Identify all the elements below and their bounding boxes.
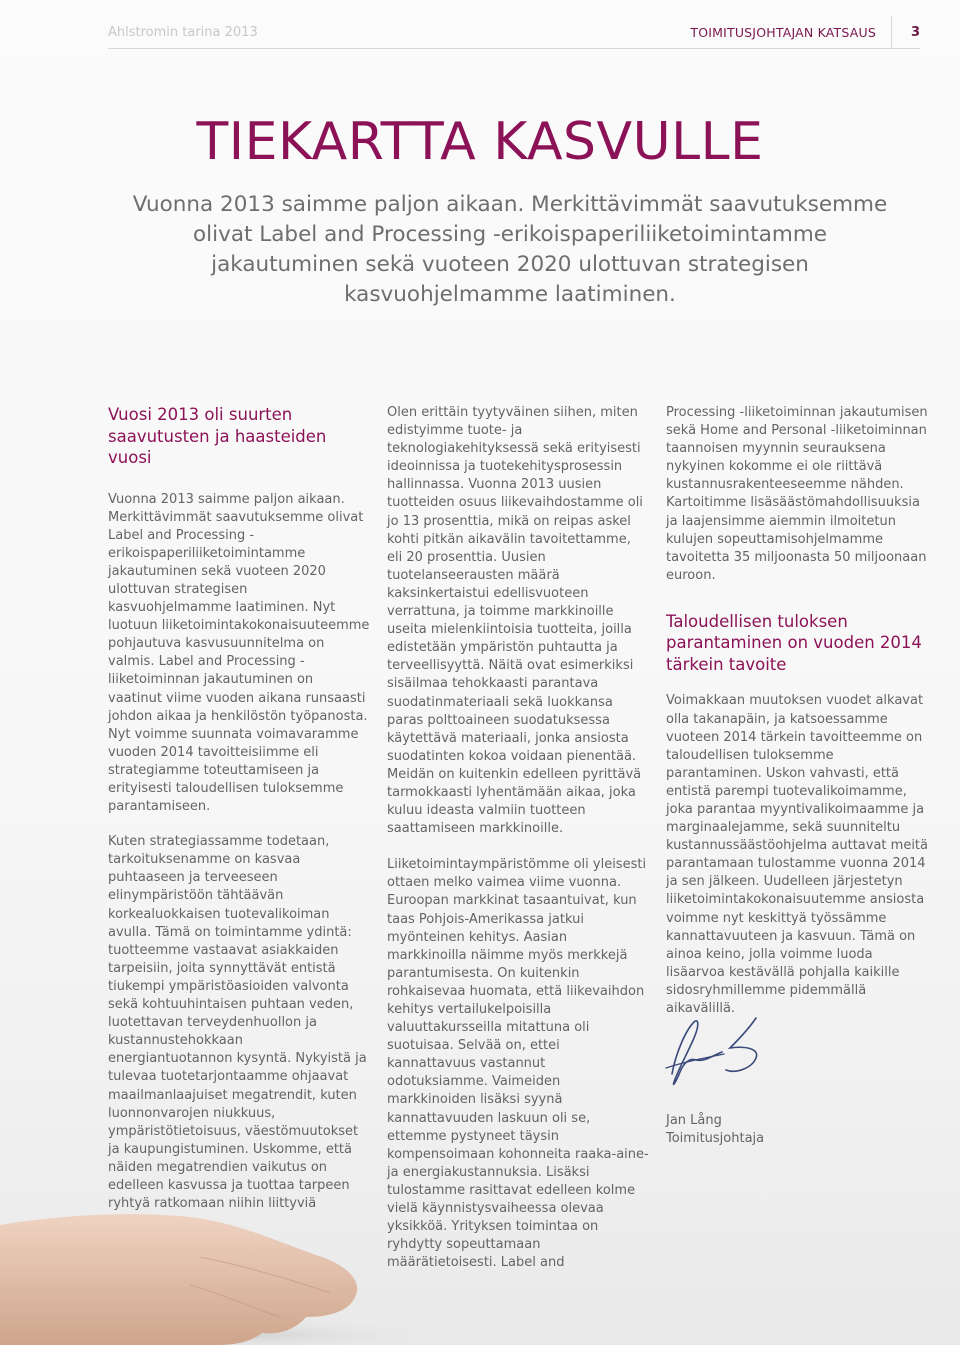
body-paragraph: Olen erittäin tyytyväinen siihen, miten edistyimme tuote- ja teknologiakehityksessä sekä erityisesti ideoinnissa ja tuotekehitysprosessin hallinnassa. Vuonna 2013 uusien tuotteiden osuus liikevaihdostamme oli jo 13 prosenttia, mikä on reipas askel kohti pitkän aikavälin tavoitettamme, eli 20 prosenttia. Uusien tuotelanseerausten määrä kaksinkertaistui edellisvuoteen verrattuna, ja toimme markkinoille useita mielenkiintoisia tuotteita, joilla edistetään ympäristön puhtautta ja terveellisyyttä. Näitä ovat esimerkiksi sisäilmaa tehokkaasti parantava suodatinmateriaali sekä luokkansa paras polttoaineen suodatuksessa käytettävä materiaali, jonka ansiosta suodatinten kokoa voidaan pienentää. Meidän on kuitenkin edelleen pyrittävä tarmokkaasti lyhentämään aikaa, joka kuluu ideasta valmiin tuotteen saattamiseen markkinoille. xyxy=(387,405,643,837)
signer-name: Jan Lång xyxy=(666,1113,722,1128)
body-paragraph: Kuten strategiassamme todetaan, tarkoituksenamme on kasvaa puhtaaseen ja terveeseen elinympäristöön tähtäävän korkealuokkaisen tuotevalikoiman avulla. Tämä on toimintamme ydintä: tuotteemme vastaavat asiakkaiden tarpeisiin, joita synnyttävät entistä tiukempi ympäristöasioiden valvonta sekä kohtuuhintaisen puhtaan veden, luotettavan terveydenhuollon ja kustannustehokkaan energiantuotannon kysyntä. Nykyistä ja tulevaa tuotetarjontaamme ohjaavat maailmanlaajuiset megatrendit, kuten luonnonvarojen niukkuus, ympäristötietoisuus, väestömuutokset ja kaupungistuminen. Uskomme, että näiden megatrendien vaikutus on edelleen kasvussa ja tuottaa tarpeen ryhtyä ratkomaan niihin liittyviä xyxy=(108,834,367,1212)
column-middle xyxy=(387,404,649,1272)
body-paragraph: Processing -liiketoiminnan jakautumisen sekä Home and Personal -liiketoiminnan taannoisen myynnin seurauksena nykyinen kokomme ei ole riittävä kustannusrakenteeseemme nähden. Kartoitimme lisäsäästömahdollisuuksia ja laajensimme aiemmin ilmoitetun kulujen sopeuttamisohjelmamme tavoitetta 35 miljoonasta 50 miljoonaan euroon. xyxy=(666,405,928,583)
hand-photo xyxy=(0,1195,420,1345)
body-paragraph: Voimakkaan muutoksen vuodet alkavat olla takanapäin, ja katsoessamme vuoteen 2014 tärkein tavoitteemme on taloudellisen tuloksemme parantaminen. Uskon vahvasti, että entistä parempi tuotevalikoimamme, joka parantaa myyntivalikoimaamme ja marginaalejamme, sekä suunniteltu kustannussäästöohjelma auttavat meitä parantamaan tulostamme vuonna 2014 ja sen jälkeen. Uudelleen järjestetyn liiketoimintakokonaisuutemme ansiosta voimme nyt keskittyä työssämme kannattavuuteen ja kasvuun. Tämä on ainoa keino, jolla voimme luoda lisäarvoa kestävällä pohjalla kaikille sidosryhmillemme pidemmällä aikavälillä. xyxy=(666,693,928,1017)
report-name: Ahlstromin tarina 2013 xyxy=(108,25,258,40)
page-header xyxy=(108,24,920,49)
signer-title: Toimitusjohtaja xyxy=(666,1131,765,1146)
section-heading-2: Taloudellisen tuloksen parantaminen on vuoden 2014 tärkein tavoite xyxy=(666,611,922,674)
signature-image xyxy=(664,1012,774,1092)
lead-paragraph: Vuonna 2013 saimme paljon aikaan. Merkittävimmät saavutuksemme olivat Label and Processing -erikoispaperiliiketoimintamme jakautuminen sekä vuoteen 2020 ulottuvan strategisen kasvuohjelmamme laatiminen. xyxy=(132,192,888,307)
body-paragraph: Vuonna 2013 saimme paljon aikaan. Merkittävimmät saavutuksemme olivat Label and Processing -erikoispaperiliiketoimintamme jakautuminen sekä vuoteen 2020 ulottuvan strategisen kasvuohjelmamme laatiminen. Nyt luotuun liiketoimintakokonaisuuteemme pohjautuva kasvusuunnitelma on valmis. Label and Processing -liiketoiminnan jakautuminen on vaatinut viime vuoden aikana runsaasti johdon aikaa ja henkilöstön työpanosta. Nyt voimme suunnata voimavaramme vuoden 2014 tavoitteisiimme eli strategiamme toteuttamiseen ja erityisesti taloudellisen tuloksemme parantamiseen. xyxy=(108,491,370,815)
column-left xyxy=(108,404,370,1231)
page-title: TIEKARTTA KASVULLE xyxy=(196,112,764,172)
page-number: 3 xyxy=(910,25,920,40)
column-right xyxy=(666,404,928,1018)
body-paragraph: Liiketoimintaympäristömme oli yleisesti ottaen melko vaimea viime vuonna. Euroopan markkinat tasaantuivat, kun taas Pohjois-Amerikassa jatkui myönteinen kehitys. Aasian markkinoilla näimme myös merkkejä parantumisesta. On kuitenkin rohkaisevaa huomata, että liikevaihdon kehitys vertailukelpoisilla valuuttakursseilla mitattuna oli suotuisaa. Selvää on, ettei kannattavuus vastannut odotuksiamme. Vaimeiden markkinoiden lisäksi syynä kannattavuuden laskuun oli se, ettemme pystyneet täysin kompensoimaan kohonneita raaka-aine- ja energiakustannuksia. Lisäksi tulostamme rasittavat edelleen kolme vielä käynnistysvaiheessa olevaa yksikköä. Yrityksen toimintaa on ryhdytty sopeuttamaan määrätietoisesti. Label and xyxy=(387,857,649,1271)
section-heading-1: Vuosi 2013 oli suurten saavutusten ja haasteiden vuosi xyxy=(108,405,327,467)
header-divider xyxy=(891,16,892,48)
section-name: TOIMITUSJOHTAJAN KATSAUS xyxy=(690,25,876,40)
